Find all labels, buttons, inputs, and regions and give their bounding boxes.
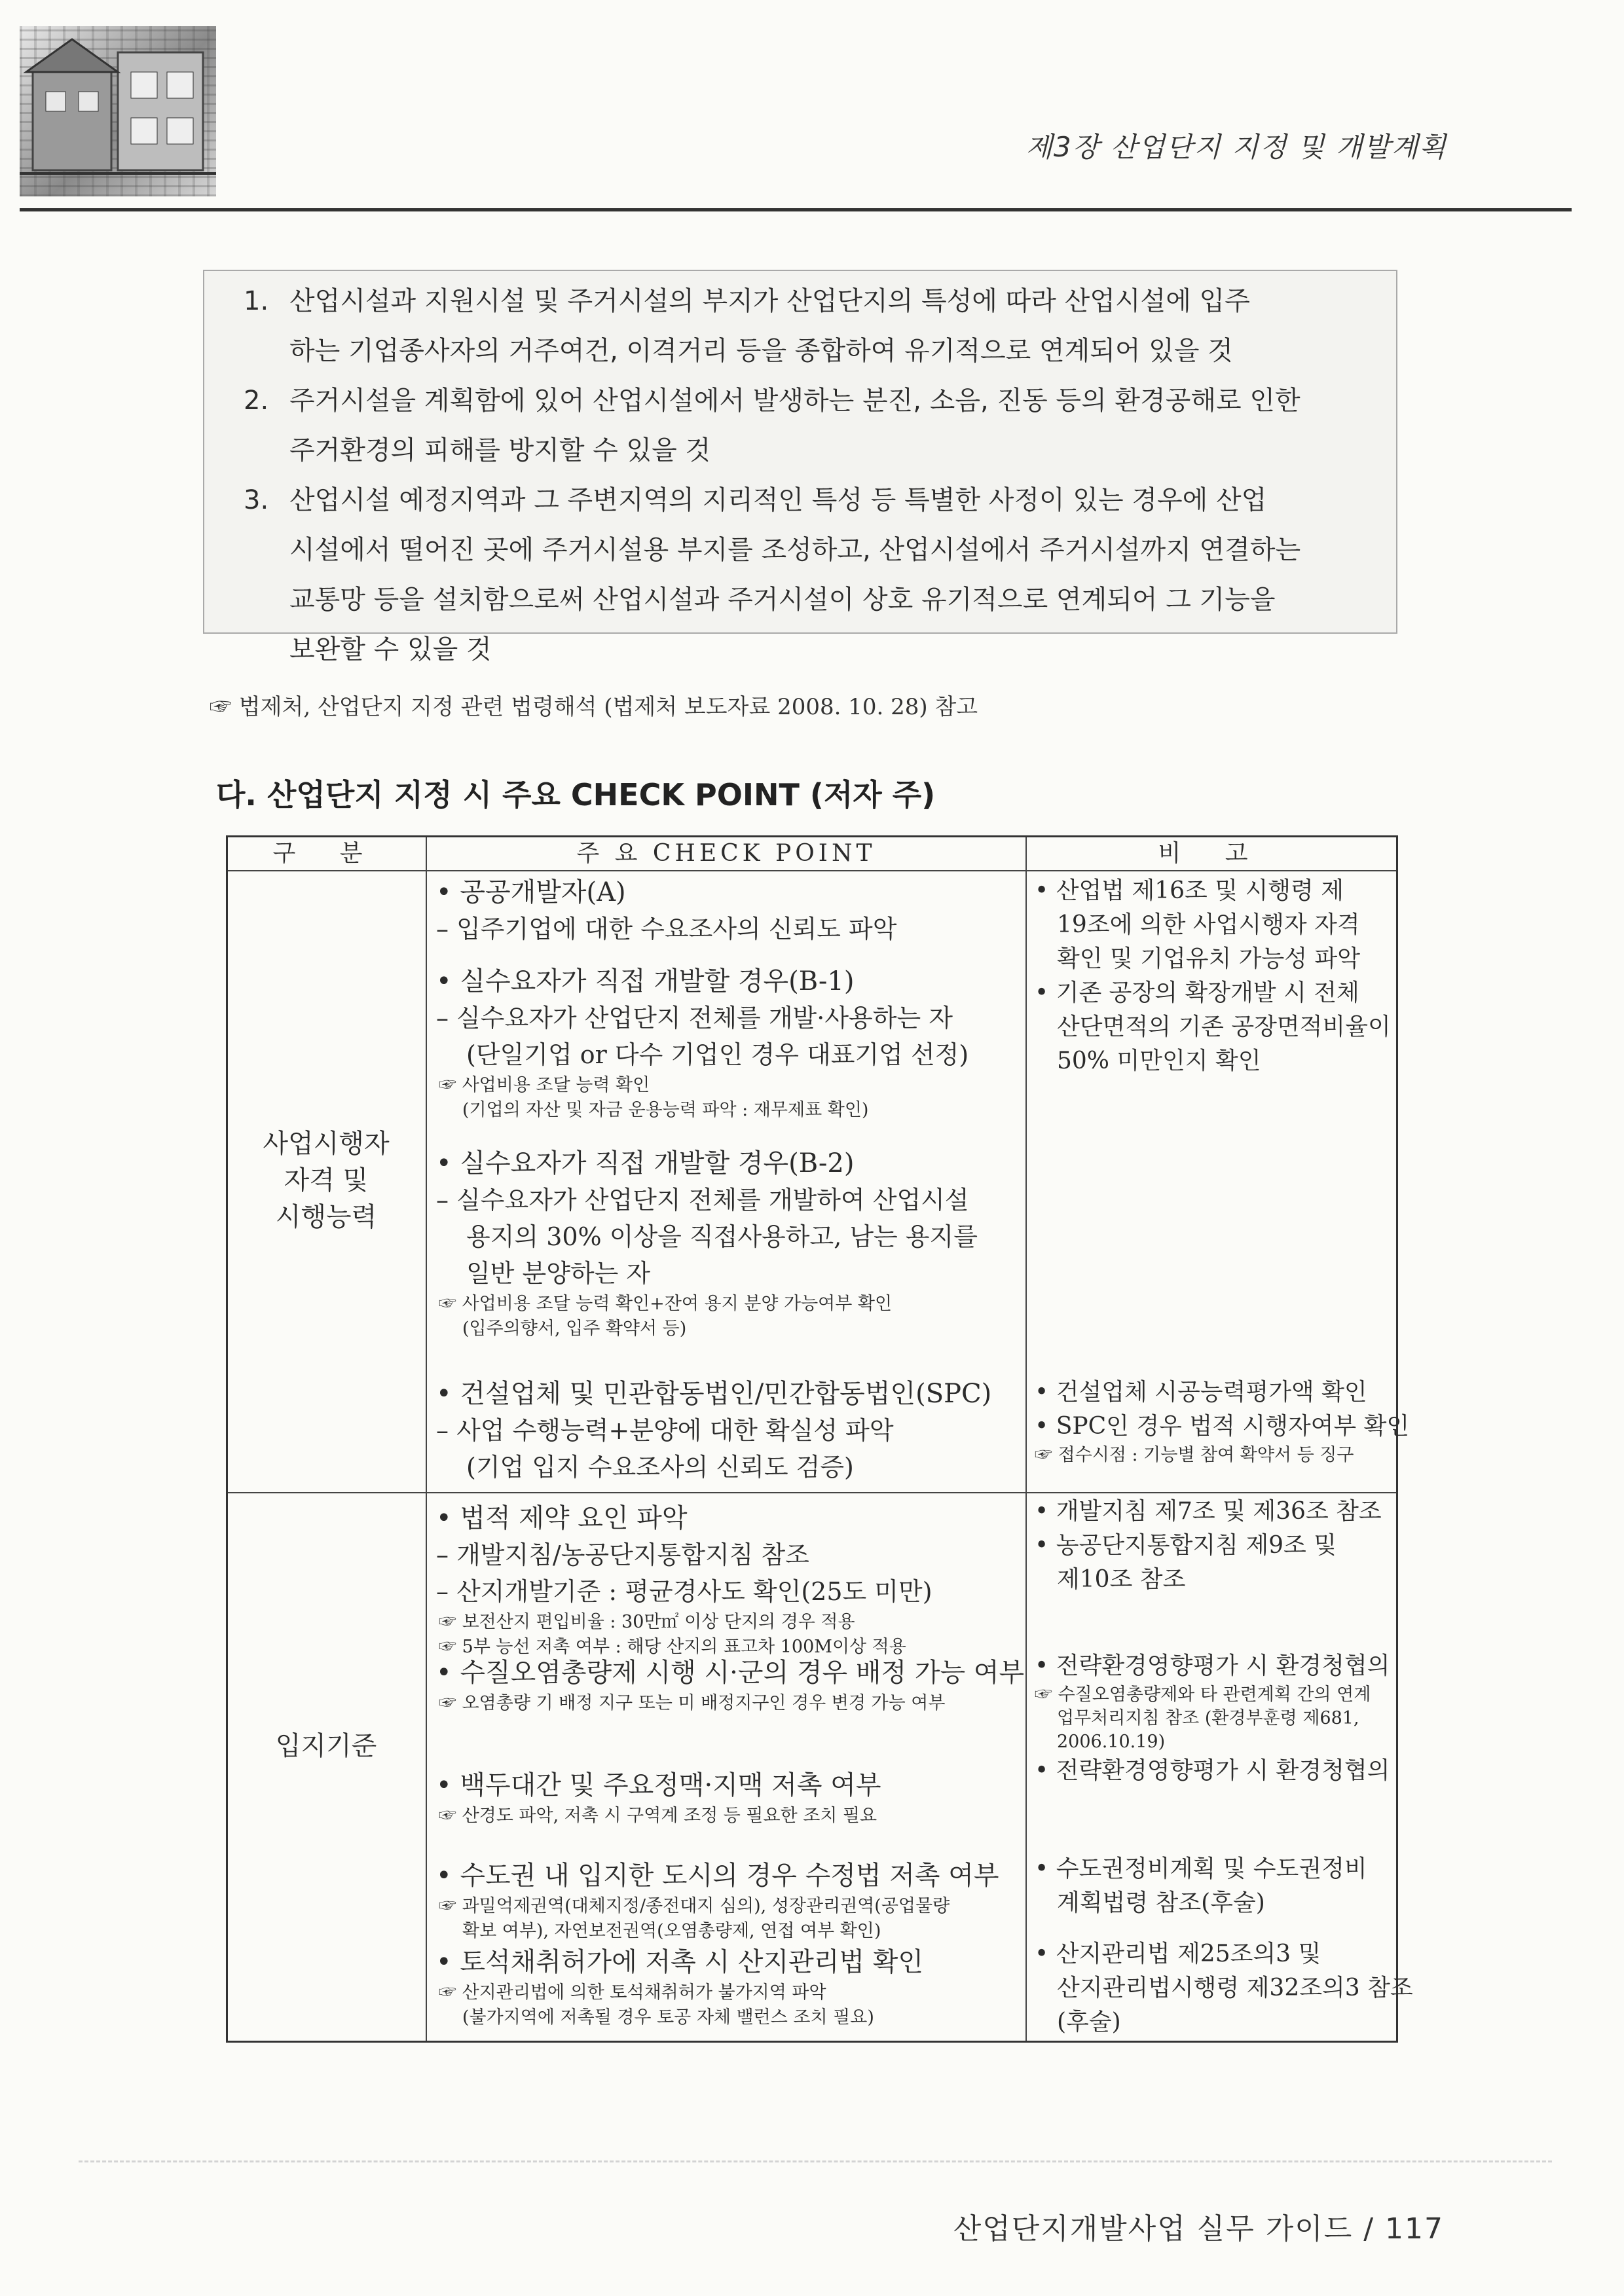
category-location-criteria: 입지기준 xyxy=(275,1731,377,1761)
note-line: 제10조 참조 xyxy=(1057,1566,1186,1593)
checkpoint-table xyxy=(226,835,1413,2043)
table-header-note: 비 고 xyxy=(1158,840,1266,867)
note-reference: 업무처리지침 참조 (환경부훈령 제681, xyxy=(1057,1708,1359,1728)
checkpoint-detail: – 개발지침/농공단지통합지침 참조 xyxy=(436,1537,1025,1573)
row1-checkpoints xyxy=(436,1376,1025,1485)
checkpoint-detail: – 실수요자가 산업단지 전체를 개발·사용하는 자 xyxy=(436,1000,1025,1036)
row2-notes xyxy=(1035,1649,1392,1788)
criteria-number: 2. xyxy=(244,386,269,416)
criteria-line: 주거시설을 계획함에 있어 산업시설에서 발생하는 분진, 소음, 진동 등의 환경공해로 인한 xyxy=(289,386,1301,416)
criteria-item xyxy=(244,376,1383,475)
criteria-item xyxy=(244,276,1383,376)
table-header-divider xyxy=(228,870,1396,871)
criteria-line: 산업시설 예정지역과 그 주변지역의 지리적인 특성 등 특별한 사정이 있는 경우에 산업 xyxy=(289,485,1267,515)
checkpoint-bullet: • 수도권 내 입지한 도시의 경우 수정법 저촉 여부 xyxy=(436,1857,1025,1894)
checkpoint-bullet: • 백두대간 및 주요정맥·지맥 저촉 여부 xyxy=(436,1767,1025,1804)
checkpoint-detail: – 사업 수행능력+분양에 대한 확실성 파악 xyxy=(436,1412,1025,1449)
row2-notes xyxy=(1035,1852,1392,1920)
note-line: 산지관리법시행령 제32조의3 참조 xyxy=(1057,1975,1413,2001)
category-operator-qualification: 사업시행자 자격 및 시행능력 xyxy=(263,1129,390,1232)
note-bullet: • 기존 공장의 확장개발 시 전체 xyxy=(1035,976,1414,1010)
note-line: 산단면적의 기존 공장면적비율이 xyxy=(1057,1013,1391,1040)
row2-checkpoints xyxy=(436,1500,1025,1660)
row2-notes xyxy=(1035,1495,1392,1597)
checkpoint-detail: 일반 분양하는 자 xyxy=(466,1259,651,1288)
criteria-line: 산업시설과 지원시설 및 주거시설의 부지가 산업단지의 특성에 따라 산업시설에 입주 xyxy=(289,286,1250,316)
row1-checkpoints xyxy=(436,874,1025,947)
chapter-title: 제3장 산업단지 지정 및 개발계획 xyxy=(1025,131,1447,163)
checkpoint-bullet: • 공공개발자(A) xyxy=(436,874,1025,911)
criteria-line: 주거환경의 피해를 방지할 수 있을 것 xyxy=(289,435,711,465)
checkpoint-bullet: • 법적 제약 요인 파악 xyxy=(436,1500,1025,1537)
checkpoint-detail: – 실수요자가 산업단지 전체를 개발하여 산업시설 xyxy=(436,1182,1025,1218)
checkpoint-reference: ☞ 산지관리법에 의한 토석채취허가 불가지역 파악 xyxy=(439,1980,1025,2005)
note-bullet: • 산업법 제16조 및 시행령 제 xyxy=(1035,874,1414,908)
building-photo-icon xyxy=(20,26,216,196)
checkpoint-detail: – 산지개발기준 : 평균경사도 확인(25도 미만) xyxy=(436,1573,1025,1610)
note-reference: ☞ 접수시점 : 기능별 참여 확약서 등 징구 xyxy=(1035,1444,1414,1467)
checkpoint-reference: ☞ 과밀억제권역(대체지정/종전대지 심의), 성장관리권역(공업물량 xyxy=(439,1894,1025,1919)
criteria-number: 3. xyxy=(244,485,269,515)
criteria-line: 교통망 등을 설치함으로써 산업시설과 주거시설이 상호 유기적으로 연계되어 그 기능을 xyxy=(289,585,1276,615)
row2-checkpoints xyxy=(436,1767,1025,1829)
note-bullet: • 산지관리법 제25조의3 및 xyxy=(1035,1937,1414,1971)
note-bullet: • 전략환경영향평가 시 환경청협의 xyxy=(1035,1649,1414,1683)
row1-notes xyxy=(1035,1376,1410,1467)
footer-divider xyxy=(79,2160,1552,2162)
criteria-line: 시설에서 떨어진 곳에 주거시설용 부지를 조성하고, 산업시설에서 주거시설까지 연결하는 xyxy=(289,535,1301,565)
checkpoint-detail: (단일기업 or 다수 기업인 경우 대표기업 선정) xyxy=(466,1040,969,1069)
note-bullet: • 수도권정비계획 및 수도권정비 xyxy=(1035,1852,1414,1886)
note-reference: 2006.10.19) xyxy=(1057,1732,1166,1752)
checkpoint-detail: (기업 입지 수요조사의 신뢰도 검증) xyxy=(466,1453,854,1482)
criteria-line: 보완할 수 있을 것 xyxy=(289,634,492,665)
criteria-line: 하는 기업종사자의 거주여건, 이격거리 등을 종합하여 유기적으로 연계되어 있을 것 xyxy=(289,336,1233,366)
header-building-photo xyxy=(20,26,216,196)
checkpoint-detail: – 입주기업에 대한 수요조사의 신뢰도 파악 xyxy=(436,911,1025,947)
table-row-divider xyxy=(228,1492,1396,1493)
row2-checkpoints xyxy=(436,1654,1025,1716)
checkpoint-reference: 확보 여부), 자연보전권역(오염총량제, 연접 여부 확인) xyxy=(462,1921,881,1941)
row2-notes xyxy=(1035,1937,1413,2039)
checkpoint-reference: (입주의향서, 입주 확약서 등) xyxy=(462,1319,687,1339)
checkpoint-reference: ☞ 산경도 파악, 저촉 시 구역계 조정 등 필요한 조치 필요 xyxy=(439,1804,1025,1829)
note-bullet: • 농공단지통합지침 제9조 및 xyxy=(1035,1529,1414,1563)
checkpoint-bullet: • 실수요자가 직접 개발할 경우(B-1) xyxy=(436,963,1025,1000)
criteria-item xyxy=(244,475,1383,674)
checkpoint-bullet: • 수질오염총량제 시행 시·군의 경우 배정 가능 여부 xyxy=(436,1654,1025,1691)
checkpoint-reference: (기업의 자산 및 자금 운용능력 파악 : 재무제표 확인) xyxy=(462,1100,869,1120)
note-line: 19조에 의한 사업시행자 자격 xyxy=(1057,911,1360,938)
note-bullet: • 전략환경영향평가 시 환경청협의 xyxy=(1035,1754,1414,1788)
checkpoint-reference: ☞ 사업비용 조달 능력 확인 xyxy=(439,1073,1025,1098)
checkpoint-bullet: • 토석채취허가에 저촉 시 산지관리법 확인 xyxy=(436,1944,1025,1980)
checkpoint-reference: ☞ 오염총량 기 배정 지구 또는 미 배정지구인 경우 변경 가능 여부 xyxy=(439,1691,1025,1716)
table-column-divider xyxy=(1025,837,1027,2041)
checkpoint-reference: (불가지역에 저촉될 경우 토공 자체 밸런스 조치 필요) xyxy=(462,2007,874,2028)
note-line: 확인 및 기업유치 가능성 파악 xyxy=(1057,945,1361,972)
section-heading: 다. 산업단지 지정 시 주요 CHECK POINT (저자 주) xyxy=(216,777,936,812)
checkpoint-detail: 용지의 30% 이상을 직접사용하고, 남는 용지를 xyxy=(466,1222,978,1251)
reference-note: ☞ 법제처, 산업단지 지정 관련 법령해석 (법제처 보도자료 2008. 10. 28) 참고 xyxy=(210,694,978,720)
table-column-divider xyxy=(426,837,427,2041)
note-bullet: • 건설업체 시공능력평가액 확인 xyxy=(1035,1376,1414,1410)
checkpoint-reference: ☞ 보전산지 편입비율 : 30만㎡ 이상 단지의 경우 적용 xyxy=(439,1610,1025,1635)
note-bullet: • 개발지침 제7조 및 제36조 참조 xyxy=(1035,1495,1414,1529)
checkpoint-reference: ☞ 사업비용 조달 능력 확인+잔여 용지 분양 가능여부 확인 xyxy=(439,1292,1025,1317)
note-reference: ☞ 수질오염총량제와 타 관련계획 간의 연계 xyxy=(1035,1683,1414,1707)
note-line: 50% 미만인지 확인 xyxy=(1057,1048,1261,1074)
checkpoint-bullet: • 건설업체 및 민관합동법인/민간합동법인(SPC) xyxy=(436,1376,1025,1412)
row2-checkpoints xyxy=(436,1857,1025,1944)
table-header-checkpoint: 주 요 CHECK POINT xyxy=(576,840,876,867)
row1-checkpoints xyxy=(436,963,1025,1123)
row2-checkpoints xyxy=(436,1944,1025,2030)
footer-page-label: 산업단지개발사업 실무 가이드 / 117 xyxy=(953,2212,1444,2246)
checkpoint-bullet: • 실수요자가 직접 개발할 경우(B-2) xyxy=(436,1145,1025,1182)
criteria-number: 1. xyxy=(244,286,269,316)
table-header-category: 구 분 xyxy=(272,840,381,867)
note-line: 계획법령 참조(후술) xyxy=(1057,1889,1265,1916)
note-line: (후술) xyxy=(1057,2009,1121,2035)
criteria-box xyxy=(203,270,1397,665)
header-divider xyxy=(20,208,1572,211)
row1-notes xyxy=(1035,874,1392,1078)
row1-checkpoints xyxy=(436,1145,1025,1341)
checkpoint-reference: ☞ 5부 능선 저촉 여부 : 해당 산지의 표고차 100M이상 적용 xyxy=(439,1635,1025,1660)
note-bullet: • SPC인 경우 법적 시행자여부 확인 xyxy=(1035,1410,1414,1444)
